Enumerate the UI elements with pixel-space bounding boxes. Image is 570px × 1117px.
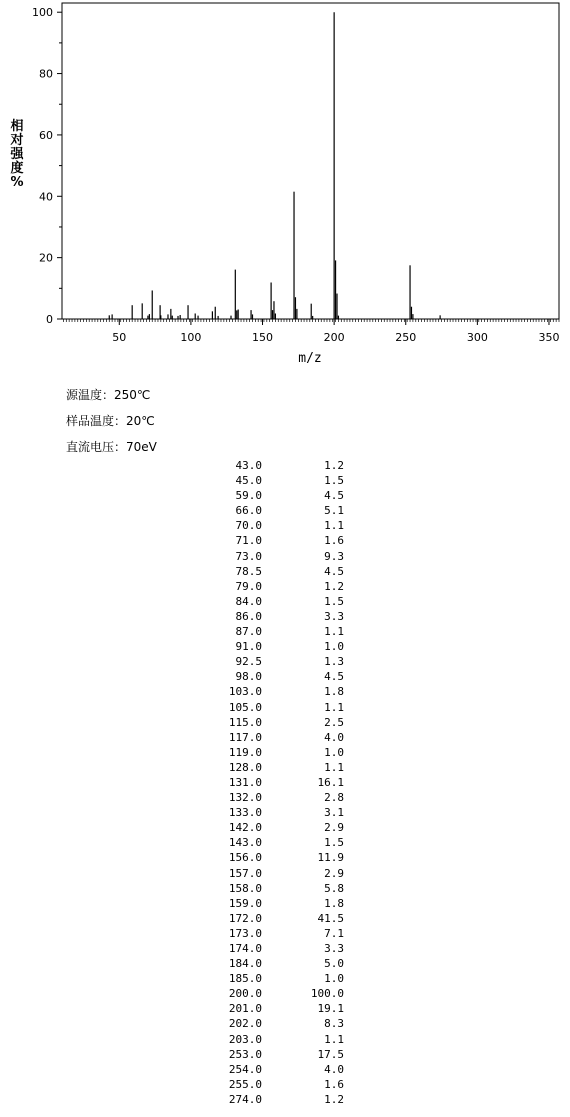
peak-table-row — [200, 715, 344, 730]
x-tick-label: 50 — [112, 331, 127, 344]
peak-table-row — [200, 624, 344, 639]
peak-intensity: 7.1 — [324, 926, 344, 940]
peak-mz: 274.0 — [228, 1092, 262, 1106]
peak-mz: 79.0 — [235, 579, 262, 593]
peak-mz: 172.0 — [228, 911, 262, 925]
sample-temperature — [66, 408, 157, 434]
y-axis-label-char: 强 — [10, 147, 24, 162]
peak-intensity: 2.5 — [324, 715, 344, 729]
peak-mz: 173.0 — [228, 926, 262, 940]
peak-mz: 71.0 — [235, 534, 262, 548]
peak-table-row — [200, 790, 344, 805]
peak-mz: 157.0 — [228, 866, 262, 880]
peak-mz: 133.0 — [228, 806, 262, 820]
peak-intensity: 2.9 — [324, 866, 344, 880]
condition-label: 直流电压： — [66, 440, 127, 454]
condition-label: 源温度： — [66, 388, 115, 402]
x-tick-label: 250 — [395, 331, 417, 344]
peak-mz: 117.0 — [228, 730, 262, 744]
peak-table-row — [200, 473, 344, 488]
peak-table-row — [200, 549, 344, 564]
peak-mz: 78.5 — [235, 564, 262, 578]
peak-mz: 103.0 — [228, 685, 262, 699]
peak-intensity: 2.8 — [324, 791, 344, 805]
peak-mz: 143.0 — [228, 836, 262, 850]
peak-mz: 132.0 — [228, 791, 262, 805]
peak-intensity: 1.5 — [324, 474, 344, 488]
peak-table — [200, 458, 344, 1107]
peak-intensity: 1.1 — [324, 700, 344, 714]
condition-value: 20℃ — [126, 414, 155, 428]
chart-axes — [32, 3, 559, 344]
peak-intensity: 5.1 — [324, 504, 344, 518]
peak-intensity: 1.6 — [324, 534, 344, 548]
peak-intensity: 5.0 — [324, 957, 344, 971]
peak-mz: 73.0 — [235, 549, 262, 563]
x-tick-label: 300 — [466, 331, 488, 344]
peak-intensity: 8.3 — [324, 1017, 344, 1031]
peak-table-row — [200, 488, 344, 503]
peak-table-row — [200, 594, 344, 609]
plot-frame — [62, 3, 559, 319]
peak-mz: 91.0 — [235, 640, 262, 654]
chart-peaks — [109, 12, 440, 319]
peak-table-row — [200, 1032, 344, 1047]
peak-intensity: 1.0 — [324, 640, 344, 654]
peak-intensity: 4.0 — [324, 730, 344, 744]
peak-mz: 158.0 — [228, 881, 262, 895]
peak-table-row — [200, 579, 344, 594]
x-tick-label: 350 — [538, 331, 560, 344]
peak-intensity: 3.3 — [324, 609, 344, 623]
dc-voltage — [66, 434, 157, 460]
source-temperature — [66, 382, 157, 408]
peak-table-row — [200, 866, 344, 881]
peak-table-row — [200, 700, 344, 715]
peak-table-row — [200, 564, 344, 579]
peak-table-row — [200, 1077, 344, 1092]
acquisition-conditions — [66, 382, 157, 460]
peak-mz: 115.0 — [228, 715, 262, 729]
y-tick-label: 80 — [39, 67, 53, 81]
peak-table-row — [200, 1047, 344, 1062]
peak-mz: 92.5 — [235, 655, 262, 669]
peak-table-row — [200, 669, 344, 684]
peak-table-row — [200, 881, 344, 896]
peak-intensity: 4.5 — [324, 489, 344, 503]
peak-table-row — [200, 896, 344, 911]
peak-intensity: 11.9 — [317, 851, 344, 865]
peak-intensity: 1.1 — [324, 1032, 344, 1046]
peak-table-row — [200, 503, 344, 518]
y-axis-label-char: 度 — [10, 161, 24, 176]
peak-mz: 185.0 — [228, 972, 262, 986]
peak-mz: 66.0 — [235, 504, 262, 518]
peak-table-row — [200, 956, 344, 971]
peak-intensity: 1.8 — [324, 685, 344, 699]
peak-intensity: 4.5 — [324, 670, 344, 684]
peak-intensity: 17.5 — [317, 1047, 344, 1061]
peak-table-row — [200, 654, 344, 669]
peak-table-row — [200, 1001, 344, 1016]
peak-table-row — [200, 850, 344, 865]
y-axis-label — [9, 120, 25, 190]
peak-mz: 86.0 — [235, 609, 262, 623]
peak-intensity: 1.0 — [324, 972, 344, 986]
peak-intensity: 1.1 — [324, 625, 344, 639]
peak-table-row — [200, 1016, 344, 1031]
peak-intensity: 9.3 — [324, 549, 344, 563]
peak-table-row — [200, 986, 344, 1001]
y-axis-label-char: 相 — [10, 119, 24, 134]
y-tick-label: 20 — [39, 251, 53, 265]
peak-intensity: 100.0 — [310, 987, 344, 1001]
peak-table-row — [200, 805, 344, 820]
y-axis-label-char: % — [10, 175, 24, 190]
condition-label: 样品温度： — [66, 414, 127, 428]
peak-table-row — [200, 639, 344, 654]
peak-table-row — [200, 820, 344, 835]
x-axis-label: m/z — [298, 351, 322, 366]
peak-table-row — [200, 941, 344, 956]
peak-table-row — [200, 730, 344, 745]
peak-mz: 254.0 — [228, 1062, 262, 1076]
peak-mz: 70.0 — [235, 519, 262, 533]
x-tick-label: 100 — [180, 331, 202, 344]
peak-table-row — [200, 1092, 344, 1107]
peak-table-row — [200, 458, 344, 473]
peak-table-row — [200, 533, 344, 548]
peak-intensity: 3.1 — [324, 806, 344, 820]
peak-intensity: 1.0 — [324, 745, 344, 759]
peak-table-row — [200, 911, 344, 926]
y-tick-label: 60 — [39, 128, 53, 142]
peak-intensity: 16.1 — [317, 775, 344, 789]
peak-table-row — [200, 926, 344, 941]
peak-mz: 200.0 — [228, 987, 262, 1001]
y-axis-label-char: 对 — [10, 133, 24, 148]
peak-intensity: 5.8 — [324, 881, 344, 895]
peak-intensity: 19.1 — [317, 1002, 344, 1016]
peak-intensity: 3.3 — [324, 942, 344, 955]
peak-intensity: 4.5 — [324, 564, 344, 578]
peak-intensity: 1.2 — [324, 579, 344, 593]
peak-intensity: 1.5 — [324, 836, 344, 850]
peak-mz: 159.0 — [228, 896, 262, 910]
peak-intensity: 1.2 — [324, 1092, 344, 1106]
peak-table-row — [200, 609, 344, 624]
condition-value: 70eV — [126, 440, 157, 454]
peak-mz: 142.0 — [228, 821, 262, 835]
peak-mz: 255.0 — [228, 1077, 262, 1091]
mass-spectrum-chart — [0, 0, 570, 372]
peak-table-row — [200, 760, 344, 775]
peak-table-row — [200, 684, 344, 699]
peak-mz: 119.0 — [228, 745, 262, 759]
peak-table-row — [200, 745, 344, 760]
peak-mz: 87.0 — [235, 625, 262, 639]
y-tick-label: 0 — [46, 313, 53, 326]
peak-mz: 43.0 — [235, 459, 262, 472]
peak-intensity: 1.8 — [324, 896, 344, 910]
y-tick-label: 40 — [39, 190, 53, 204]
y-tick-label: 100 — [32, 6, 53, 20]
peak-mz: 253.0 — [228, 1047, 262, 1061]
peak-mz: 98.0 — [235, 670, 262, 684]
peak-mz: 201.0 — [228, 1002, 262, 1016]
peak-table-row — [200, 775, 344, 790]
peak-mz: 184.0 — [228, 957, 262, 971]
peak-mz: 45.0 — [235, 474, 262, 488]
peak-intensity: 4.0 — [324, 1062, 344, 1076]
peak-mz: 203.0 — [228, 1032, 262, 1046]
peak-intensity: 1.2 — [324, 459, 344, 472]
peak-intensity: 1.5 — [324, 594, 344, 608]
peak-table-row — [200, 971, 344, 986]
condition-value: 250℃ — [114, 388, 151, 402]
peak-mz: 202.0 — [228, 1017, 262, 1031]
peak-intensity: 2.9 — [324, 821, 344, 835]
peak-intensity: 1.1 — [324, 760, 344, 774]
peak-intensity: 1.1 — [324, 519, 344, 533]
peak-table-row — [200, 518, 344, 533]
peak-mz: 128.0 — [228, 760, 262, 774]
peak-mz: 84.0 — [235, 594, 262, 608]
peak-mz: 59.0 — [235, 489, 262, 503]
peak-intensity: 41.5 — [317, 911, 344, 925]
x-tick-label: 150 — [252, 331, 274, 344]
peak-intensity: 1.3 — [324, 655, 344, 669]
peak-mz: 131.0 — [228, 775, 262, 789]
peak-mz: 105.0 — [228, 700, 262, 714]
peak-mz: 156.0 — [228, 851, 262, 865]
peak-table-row — [200, 835, 344, 850]
x-tick-label: 200 — [323, 331, 345, 344]
peak-intensity: 1.6 — [324, 1077, 344, 1091]
peak-mz: 174.0 — [228, 942, 262, 955]
peak-table-row — [200, 1062, 344, 1077]
